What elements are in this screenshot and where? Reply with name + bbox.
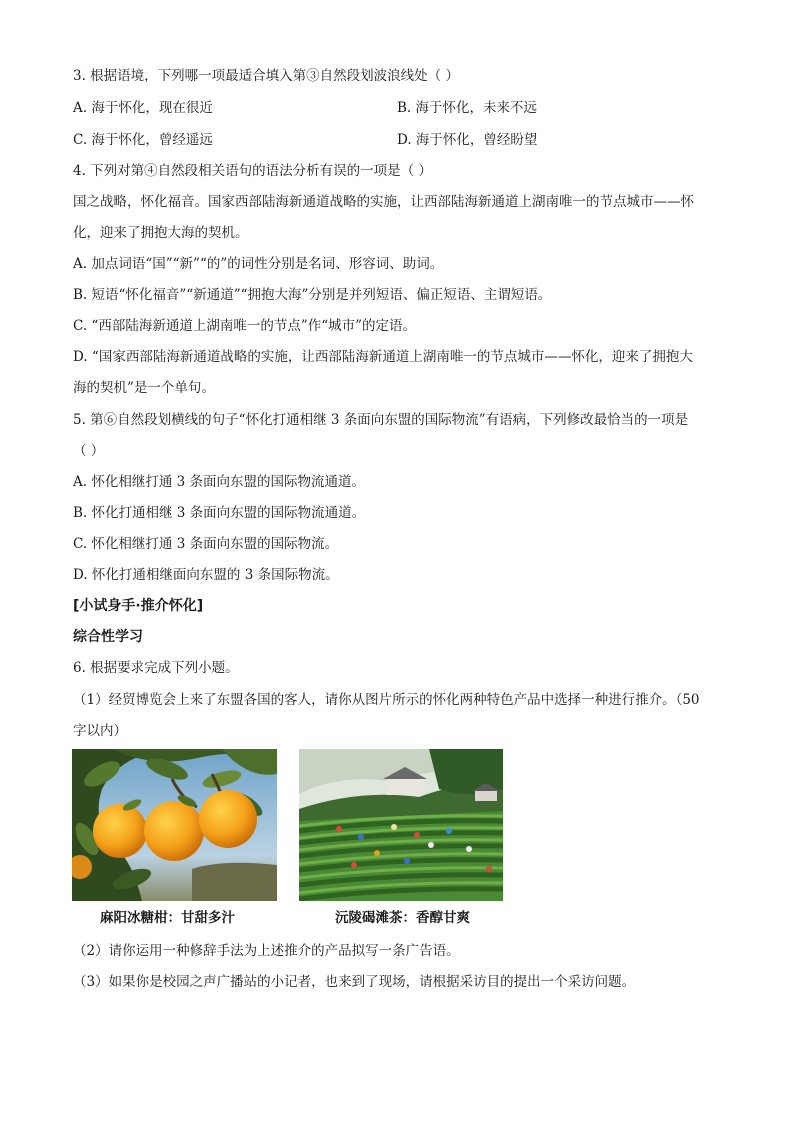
q5-option-d: D. 怀化打通相继面向东盟的 3 条国际物流。 bbox=[73, 567, 339, 583]
q6-part3: （3）如果你是校园之声广播站的小记者，也来到了现场，请根据采访目的提出一个采访问题。 bbox=[73, 974, 636, 990]
q5-option-a: A. 怀化相继打通 3 条面向东盟的国际物流通道。 bbox=[73, 474, 366, 490]
q4-quote-line2: 化，迎来了拥抱大海的契机。 bbox=[73, 225, 249, 241]
q3-option-c: C. 海于怀化，曾经遥远 bbox=[73, 132, 213, 148]
q4-option-c: C. “西部陆海新通道上湖南唯一的节点”作“城市”的定语。 bbox=[73, 318, 417, 334]
q5-stem-line2: （ ） bbox=[73, 443, 105, 459]
q6-part2: （2）请你运用一种修辞手法为上述推介的产品拟写一条广告语。 bbox=[73, 943, 460, 959]
q6-part1-line1: （1）经贸博览会上来了东盟各国的客人，请你从图片所示的怀化两种特色产品中选择一种进行推介。（50 bbox=[73, 692, 700, 708]
q4-option-a: A. 加点词语“国”“新”“的”的词性分别是名词、形容词、助词。 bbox=[73, 256, 444, 272]
q5-stem-line1: 5. 第⑥自然段划横线的句子“怀化打通相继 3 条面向东盟的国际物流”有语病，下列修改最恰当的一项是 bbox=[73, 412, 689, 428]
tea-caption: 沅陵碣滩茶：香醇甘爽 bbox=[335, 910, 470, 926]
q6-stem: 6. 根据要求完成下列小题。 bbox=[73, 660, 239, 676]
q4-option-d-line2: 海的契机”是一个单句。 bbox=[73, 380, 215, 396]
q3-option-a: A. 海于怀化，现在很近 bbox=[73, 100, 213, 116]
q4-option-b: B. 短语“怀化福音”“新通道”“拥抱大海”分别是并列短语、偏正短语、主谓短语。 bbox=[73, 287, 552, 303]
q6-part1-line2: 字以内） bbox=[73, 723, 127, 739]
q3-stem: 3. 根据语境，下列哪一项最适合填入第③自然段划波浪线处（ ） bbox=[73, 68, 459, 84]
section-subheading: 综合性学习 bbox=[73, 629, 143, 645]
q4-quote-line1: 国之战略，怀化福音。国家西部陆海新通道战略的实施，让西部陆海新通道上湖南唯一的节点城市——怀 bbox=[73, 194, 694, 210]
q5-option-b: B. 怀化打通相继 3 条面向东盟的国际物流通道。 bbox=[73, 505, 366, 521]
q4-option-d-line1: D. “国家西部陆海新通道战略的实施，让西部陆海新通道上湖南唯一的节点城市——怀化，迎来了拥抱大 bbox=[73, 349, 693, 365]
q5-option-c: C. 怀化相继打通 3 条面向东盟的国际物流。 bbox=[73, 536, 339, 552]
section-heading: [小试身手·推介怀化] bbox=[73, 598, 204, 614]
orange-photo bbox=[72, 749, 277, 901]
q3-option-b: B. 海于怀化，未来不远 bbox=[397, 100, 538, 116]
q3-option-d: D. 海于怀化，曾经盼望 bbox=[397, 132, 538, 148]
q4-stem: 4. 下列对第④自然段相关语句的语法分析有误的一项是（ ） bbox=[73, 163, 432, 179]
orange-caption: 麻阳冰糖柑：甘甜多汁 bbox=[100, 910, 235, 926]
tea-field-photo bbox=[299, 749, 503, 901]
